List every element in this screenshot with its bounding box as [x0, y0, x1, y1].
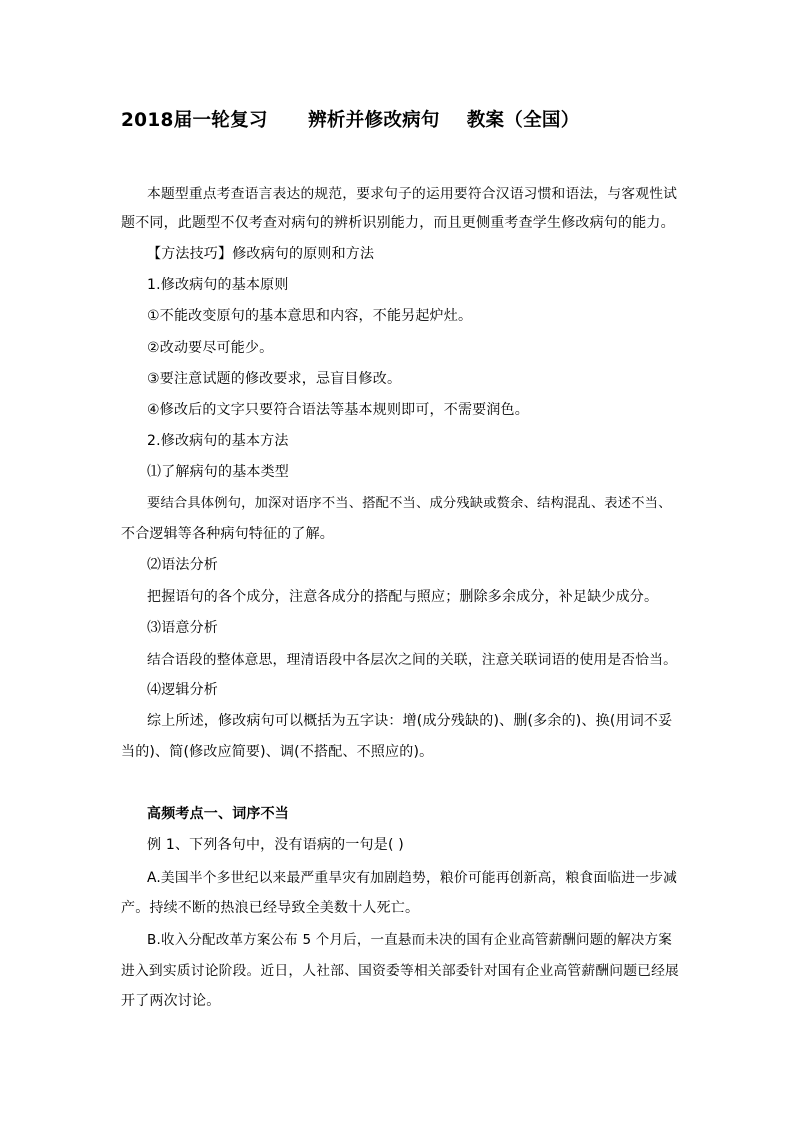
method-1-line-1: 要结合具体例句，加深对语序不当、搭配不当、成分残缺或赘余、结构混乱、表述不当、	[147, 496, 672, 511]
summary-line-1: 综上所述，修改病句可以概括为五字诀：增(成分残缺的)、删(多余的)、换(用词不妥	[147, 713, 673, 729]
principle-1: ①不能改变原句的基本意思和内容，不能另起炉灶。	[147, 308, 473, 324]
method-2-heading: ⑵语法分析	[147, 557, 218, 573]
option-a-line-2: 产。持续不断的热浪已经导致全美数十人死亡。	[121, 900, 420, 916]
section-heading-methods: 【方法技巧】修改病句的原则和方法	[147, 246, 375, 262]
document-title: 2018届一轮复习 辨析并修改病句 教案（全国）	[121, 110, 580, 131]
principle-3: ③要注意试题的修改要求，忌盲目修改。	[147, 371, 402, 387]
principles-heading: 1.修改病句的基本原则	[147, 277, 289, 293]
method-2-text: 把握语句的各个成分，注意各成分的搭配与照应；删除多余成分，补足缺少成分。	[147, 589, 659, 605]
method-1-line-2: 不合逻辑等各种病句特征的了解。	[121, 526, 334, 542]
method-3-heading: ⑶语意分析	[147, 620, 218, 636]
intro-line-2: 题不同，此题型不仅考查对病句的辨析识别能力，而且更侧重考查学生修改病句的能力。	[121, 215, 675, 231]
option-b-line-1: B.收入分配改革方案公布 5 个月后，一直悬而未决的国有企业高管薪酬问题的解决方案	[147, 932, 672, 948]
method-4-heading: ⑷逻辑分析	[147, 682, 218, 698]
option-b-line-2: 进入到实质讨论阶段。近日，人社部、国资委等相关部委针对国有企业高管薪酬问题已经展	[121, 963, 680, 979]
option-b-line-3: 开了两次讨论。	[121, 993, 221, 1009]
summary-line-2: 当的)、简(修改应简要)、调(不搭配、不照应的)。	[121, 744, 434, 760]
topic-heading: 高频考点一、词序不当	[147, 806, 289, 822]
intro-line-1: 本题型重点考查语言表达的规范，要求句子的运用要符合汉语习惯和语法，与客观性试	[147, 186, 678, 202]
method-1-heading: ⑴了解病句的基本类型	[147, 464, 289, 480]
methods-heading: 2.修改病句的基本方法	[147, 433, 289, 449]
principle-2: ②改动要尽可能少。	[147, 340, 274, 356]
method-3-text: 结合语段的整体意思，理清语段中各层次之间的关联，注意关联词语的使用是否恰当。	[147, 652, 678, 668]
example-1-question: 例 1、下列各句中，没有语病的一句是( )	[147, 837, 404, 853]
option-a-line-1: A.美国半个多世纪以来最严重旱灾有加剧趋势，粮价可能再创新高，粮食面临进一步减	[147, 870, 678, 886]
principle-4: ④修改后的文字只要符合语法等基本规则即可，不需要润色。	[147, 402, 529, 418]
